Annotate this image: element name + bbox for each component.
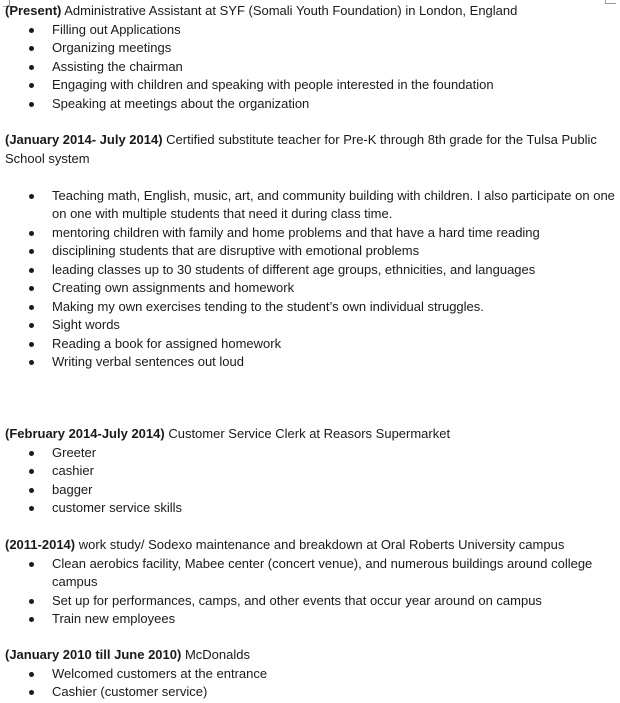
- bullet-icon: [29, 323, 34, 328]
- job-title: Customer Service Clerk at Reasors Supermarket: [168, 426, 451, 441]
- list-item-text: Writing verbal sentences out loud: [52, 354, 244, 369]
- bullet-icon: [29, 46, 34, 51]
- job-date: (2011-2014): [5, 537, 76, 552]
- bullet-icon: [29, 506, 34, 511]
- list-item: [5, 592, 615, 611]
- list-item-text: Teaching math, English, music, art, and community building with children. I also participate on one on one with multiple students that need it during class time.: [52, 187, 615, 221]
- job-heading: [5, 425, 615, 444]
- list-item: [5, 279, 615, 298]
- list-item: [5, 665, 615, 684]
- job-section: [5, 646, 615, 702]
- job-section: [5, 425, 615, 518]
- list-item: [5, 481, 615, 500]
- bullet-icon: [29, 268, 34, 273]
- list-item: [5, 76, 615, 95]
- list-item-text: Engaging with children and speaking with people interested in the foundation: [52, 77, 494, 92]
- job-duties-list: [5, 555, 615, 629]
- list-item-text: Creating own assignments and homework: [52, 280, 295, 295]
- list-item: [5, 58, 615, 77]
- list-item-text: Train new employees: [52, 611, 176, 626]
- list-item: [5, 316, 615, 335]
- list-item-text: Cashier (customer service): [52, 684, 208, 699]
- job-date: (January 2010 till June 2010): [5, 647, 182, 662]
- job-date: (February 2014-July 2014): [5, 426, 165, 441]
- bullet-icon: [29, 305, 34, 310]
- bullet-icon: [29, 194, 34, 199]
- list-item-text: customer service skills: [52, 500, 183, 515]
- bullet-icon: [29, 451, 34, 456]
- job-heading: [5, 131, 615, 168]
- list-item: [5, 39, 615, 58]
- list-item-text: Speaking at meetings about the organization: [52, 95, 310, 111]
- job-duties-list: [5, 187, 615, 372]
- bullet-icon: [29, 102, 34, 107]
- list-item: [5, 499, 615, 518]
- job-date: (Present): [5, 3, 62, 18]
- list-item: [5, 335, 615, 354]
- job-duties-list: [5, 665, 615, 702]
- list-item: [5, 187, 615, 224]
- job-title: Certified substitute teacher for Pre-K through 8th grade for the Tulsa Public School system: [5, 132, 597, 166]
- list-item-text: cashier: [52, 463, 94, 478]
- list-item: [5, 224, 615, 243]
- list-item-text: Organizing meetings: [52, 40, 172, 55]
- list-item-text: Sight words: [52, 317, 120, 332]
- list-item: [5, 353, 615, 372]
- list-item-text: Welcomed customers at the entrance: [52, 665, 268, 681]
- bullet-icon: [29, 672, 34, 677]
- list-item-text: bagger: [52, 481, 93, 497]
- job-title: McDonalds: [184, 647, 250, 662]
- list-item-text: leading classes up to 30 students of different age groups, ethnicities, and languages: [52, 261, 536, 277]
- bullet-icon: [29, 690, 34, 695]
- job-section: [5, 2, 615, 113]
- job-title: work study/ Sodexo maintenance and breakdown at Oral Roberts University campus: [78, 537, 565, 552]
- bullet-icon: [29, 286, 34, 291]
- bullet-icon: [29, 617, 34, 622]
- job-section: [5, 536, 615, 629]
- list-item: [5, 555, 615, 592]
- list-item-text: Clean aerobics facility, Mabee center (concert venue), and numerous buildings around college campus: [52, 555, 593, 589]
- bullet-icon: [29, 65, 34, 70]
- bullet-icon: [29, 342, 34, 347]
- job-heading: [5, 536, 615, 555]
- bullet-icon: [29, 28, 34, 33]
- bullet-icon: [29, 360, 34, 365]
- list-item-text: Set up for performances, camps, and other events that occur year around on campus: [52, 592, 542, 608]
- bullet-icon: [29, 599, 34, 604]
- list-item: [5, 21, 615, 40]
- job-heading: [5, 2, 615, 21]
- job-title: Administrative Assistant at SYF (Somali Youth Foundation) in London, England: [64, 3, 518, 18]
- bullet-icon: [29, 249, 34, 254]
- bullet-icon: [29, 83, 34, 88]
- list-item: [5, 610, 615, 629]
- list-item: [5, 462, 615, 481]
- bullet-icon: [29, 231, 34, 236]
- list-item: [5, 683, 615, 702]
- list-item: [5, 95, 615, 114]
- job-duties-list: [5, 444, 615, 518]
- list-item-text: Making my own exercises tending to the student’s own individual struggles.: [52, 298, 484, 314]
- list-item: [5, 261, 615, 280]
- list-item-text: disciplining students that are disruptive with emotional problems: [52, 243, 420, 258]
- list-item-text: Greeter: [52, 444, 97, 460]
- list-item-text: mentoring children with family and home problems and that have a hard time reading: [52, 224, 540, 240]
- list-item-text: Reading a book for assigned homework: [52, 335, 282, 351]
- job-duties-list: [5, 21, 615, 114]
- job-heading: [5, 646, 615, 665]
- job-section: [5, 131, 615, 372]
- list-item: [5, 242, 615, 261]
- job-date: (January 2014- July 2014): [5, 132, 163, 147]
- bullet-icon: [29, 562, 34, 567]
- list-item: [5, 444, 615, 463]
- bullet-icon: [29, 469, 34, 474]
- list-item: [5, 298, 615, 317]
- bullet-icon: [29, 488, 34, 493]
- list-item-text: Filling out Applications: [52, 21, 181, 37]
- list-item-text: Assisting the chairman: [52, 58, 183, 74]
